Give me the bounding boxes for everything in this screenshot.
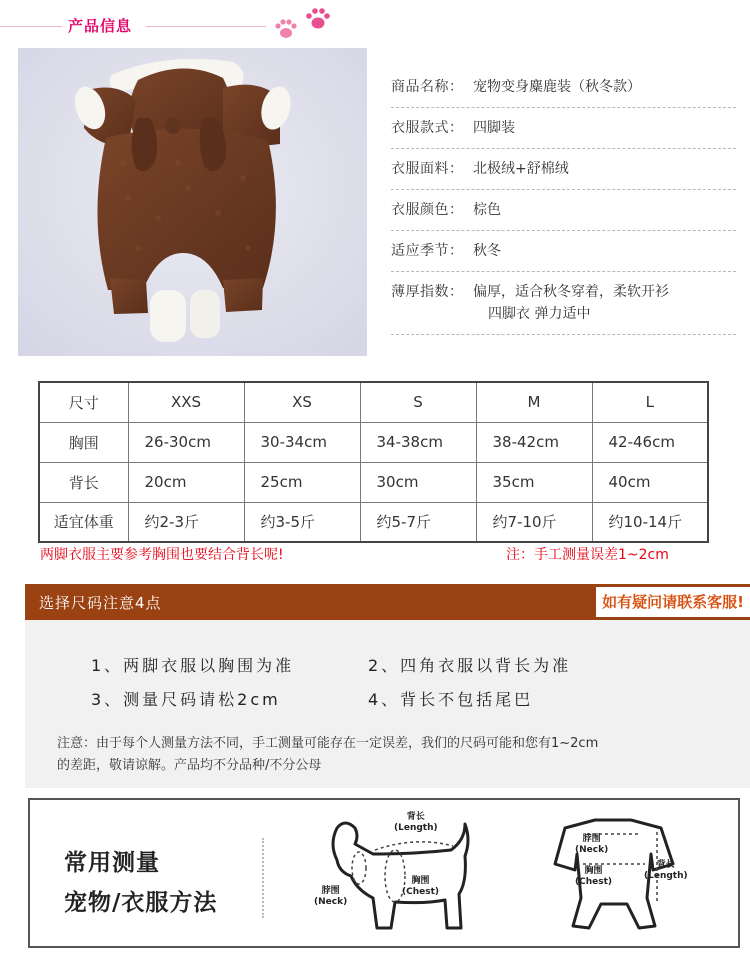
banner-title: 选择尺码注意4点 <box>39 594 162 612</box>
table-cell: 26-30cm <box>128 422 244 462</box>
table-cell: 40cm <box>592 462 708 502</box>
table-cell: 胸围 <box>39 422 128 462</box>
garment-length-label: 背长 (Length) <box>644 860 688 881</box>
info-value: 四脚装 <box>473 120 515 136</box>
table-cell: 25cm <box>244 462 360 502</box>
table-cell: S <box>360 382 476 422</box>
product-photo <box>18 48 367 356</box>
info-row-season <box>391 231 736 272</box>
table-cell: 约2-3斤 <box>128 502 244 542</box>
info-row-color <box>391 190 736 231</box>
table-cell: 35cm <box>476 462 592 502</box>
info-value: 宠物变身麋鹿装（秋冬款） <box>473 79 641 95</box>
measurement-remark <box>57 733 737 777</box>
table-cell: 约3-5斤 <box>244 502 360 542</box>
table-cell: 38-42cm <box>476 422 592 462</box>
size-tips-banner <box>25 584 750 620</box>
garment-chest-label: 胸围 (Chest) <box>575 866 613 887</box>
reindeer-costume-image <box>18 48 367 356</box>
info-row-thickness <box>391 272 736 335</box>
table-cell: XXS <box>128 382 244 422</box>
info-row-style <box>391 108 736 149</box>
table-cell: L <box>592 382 708 422</box>
table-cell: 30cm <box>360 462 476 502</box>
table-cell: M <box>476 382 592 422</box>
info-key: 衣服颜色： <box>391 202 464 218</box>
contact-service-link[interactable]: 如有疑问请联系客服! <box>596 587 750 617</box>
section-header <box>0 0 750 48</box>
info-value <box>473 281 736 325</box>
info-row-name <box>391 67 736 108</box>
paw-prints-icon <box>270 5 334 45</box>
guide-title-line2: 宠物/衣服方法 <box>64 890 218 916</box>
dog-chest-label: 胸围 (Chest) <box>402 876 440 897</box>
measurement-guide <box>28 798 740 948</box>
table-row <box>39 382 708 422</box>
table-row <box>39 462 708 502</box>
header-divider-left <box>0 26 62 27</box>
guide-title-line1: 常用测量 <box>64 850 160 876</box>
table-row <box>39 502 708 542</box>
remark-line: 的差距，敬请谅解。产品均不分品种/不分公母 <box>57 758 322 773</box>
tip-item: 3、测量尺码请松2cm <box>91 690 281 709</box>
info-key: 薄厚指数： <box>391 284 464 300</box>
tip-item: 4、背长不包括尾巴 <box>368 690 534 709</box>
table-cell: 尺寸 <box>39 382 128 422</box>
table-row <box>39 422 708 462</box>
info-key: 适应季节： <box>391 243 464 259</box>
table-cell: 30-34cm <box>244 422 360 462</box>
info-value: 秋冬 <box>473 243 501 259</box>
info-key: 衣服面料： <box>391 161 464 177</box>
guide-divider <box>262 838 264 918</box>
table-cell: 34-38cm <box>360 422 476 462</box>
remark-line: 注意：由于每个人测量方法不同，手工测量可能存在一定误差，我们的尺码可能和您有1~2cm <box>57 736 599 751</box>
info-key: 衣服款式： <box>391 120 464 136</box>
table-cell: 42-46cm <box>592 422 708 462</box>
header-divider-right <box>146 26 266 27</box>
two-leg-size-note: 两脚衣服主要参考胸围也要结合背长呢! <box>40 547 284 563</box>
info-key: 商品名称： <box>391 79 464 95</box>
info-value-line1: 偏厚，适合秋冬穿着，柔软开衫 <box>473 284 669 300</box>
table-cell: 适宜体重 <box>39 502 128 542</box>
measurement-error-note: 注：手工测量误差1~2cm <box>506 547 669 563</box>
size-table <box>38 381 709 543</box>
section-title: 产品信息 <box>68 17 133 35</box>
info-value: 棕色 <box>473 202 501 218</box>
dog-length-label: 背长 (Length) <box>394 812 438 833</box>
tip-item: 2、四角衣服以背长为准 <box>368 656 572 675</box>
table-cell: 背长 <box>39 462 128 502</box>
table-cell: 约10-14斤 <box>592 502 708 542</box>
product-info-list <box>391 67 736 335</box>
table-cell: 约7-10斤 <box>476 502 592 542</box>
table-cell: XS <box>244 382 360 422</box>
table-cell: 20cm <box>128 462 244 502</box>
dog-neck-label: 脖围 (Neck) <box>314 886 348 907</box>
table-cell: 约5-7斤 <box>360 502 476 542</box>
info-value: 北极绒+舒棉绒 <box>473 161 569 177</box>
tip-item: 1、两脚衣服以胸围为准 <box>91 656 295 675</box>
info-value-line2: 四脚衣 弹力适中 <box>488 306 591 322</box>
info-row-fabric <box>391 149 736 190</box>
garment-neck-label: 脖围 (Neck) <box>575 834 609 855</box>
size-tips-panel <box>25 620 750 788</box>
